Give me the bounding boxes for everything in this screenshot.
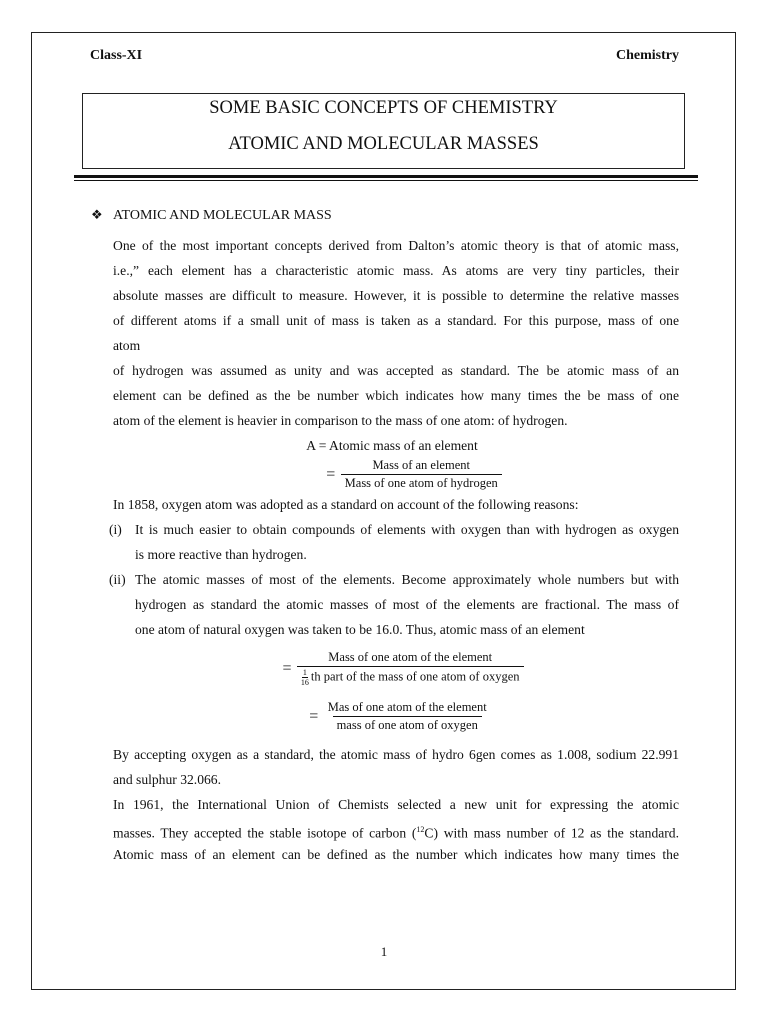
list-item-number: (ii) — [109, 572, 126, 587]
paragraph-line: One of the most important concepts derived from Dalton’s atomic theory is that of atomic mass, — [113, 238, 679, 253]
paragraph-line: Atomic mass of an element can be defined as the number which indicates how many times the — [113, 847, 679, 862]
paragraph-line: In 1961, the International Union of Chemists selected a new unit for expressing the atomic — [113, 797, 679, 812]
paragraph-line — [113, 817, 679, 842]
formula-oxygen-sixteenth — [113, 642, 679, 696]
document-body — [109, 233, 679, 867]
fraction-numerator: Mass of an element — [372, 458, 470, 472]
fraction — [341, 458, 502, 491]
list-item — [109, 517, 679, 542]
inline-fraction — [301, 668, 309, 687]
chapter-title: SOME BASIC CONCEPTS OF CHEMISTRY — [209, 98, 558, 118]
fraction-numerator: Mas of one atom of the element — [327, 700, 487, 714]
paragraph-line: atom of the element is heavier in comparison to the mass of one atom: of hydrogen. — [113, 413, 568, 428]
denominator-text: th part of the mass of one atom of oxygen — [310, 669, 520, 684]
paragraph-line: By accepting oxygen as a standard, the atomic mass of hydro 6gen comes as 1.008, sodium 22.991 — [113, 747, 679, 762]
text-fragment: masses. They accepted the stable isotope of carbon ( — [113, 825, 417, 841]
inline-fraction-denominator: 16 — [300, 678, 309, 687]
list-item-number: (i) — [109, 522, 122, 537]
page-number: 1 — [380, 944, 388, 959]
paragraph-line: element can be defined as the be number wbich indicates how many times the be mass of one — [113, 388, 679, 403]
list-item — [109, 567, 679, 592]
list-item-text: It is much easier to obtain compounds of elements with oxygen than with hydrogen as oxygen — [135, 522, 679, 537]
superscript: 12 — [416, 825, 425, 834]
formula-oxygen — [113, 696, 679, 742]
list-item-continuation: hydrogen as standard the atomic masses of most of the elements are fractional. The mass of — [135, 597, 679, 612]
fraction-denominator — [297, 666, 524, 687]
paragraph-line: absolute masses are difficult to measure. However, it is possible to determine the relative masses — [113, 288, 679, 303]
list-item-continuation: one atom of natural oxygen was taken to be 16.0. Thus, atomic mass of an element — [135, 622, 585, 637]
paragraph-line: In 1858, oxygen atom was adopted as a standard on account of the following reasons: — [113, 497, 579, 512]
equals-sign: = — [282, 659, 292, 677]
formula-hydrogen — [113, 458, 679, 492]
fraction-numerator: Mass of one atom of the element — [328, 650, 493, 664]
formula-definition: A = Atomic mass of an element — [306, 438, 478, 453]
diamond-bullet-icon: ❖ — [91, 207, 103, 222]
paragraph-line: i.e.,” each element has a characteristic atomic mass. As atoms are very tiny particles, their — [113, 263, 679, 278]
equals-sign: = — [309, 707, 319, 725]
fraction-denominator: Mass of one atom of hydrogen — [341, 474, 502, 491]
paragraph-line: and sulphur 32.066. — [113, 772, 221, 787]
equals-sign: = — [326, 465, 336, 483]
paragraph-line: atom — [113, 338, 141, 353]
list-item-continuation: is more reactive than hydrogen. — [135, 547, 307, 562]
section-heading — [91, 207, 332, 224]
topic-title: ATOMIC AND MOLECULAR MASSES — [228, 134, 539, 154]
fraction — [297, 650, 524, 687]
header-subject: Chemistry — [616, 48, 679, 63]
paragraph-line: of different atoms if a small unit of mass is taken as a standard. For this purpose, mass of one — [113, 313, 679, 328]
inline-fraction-numerator: 1 — [302, 668, 307, 677]
list-item-text: The atomic masses of most of the elements. Become approximately whole numbers but with — [135, 572, 679, 587]
fraction — [324, 700, 491, 733]
fraction-denominator: mass of one atom of oxygen — [333, 716, 482, 733]
divider-thin — [74, 180, 698, 181]
title-box — [82, 93, 685, 169]
header-class: Class-XI — [90, 48, 143, 63]
text-fragment: C) with mass number of 12 as the standard. — [424, 825, 679, 841]
section-heading-text: ATOMIC AND MOLECULAR MASS — [113, 208, 332, 223]
divider-thick — [74, 175, 698, 178]
paragraph-line: of hydrogen was assumed as unity and was accepted as standard. The be atomic mass of an — [113, 363, 679, 378]
